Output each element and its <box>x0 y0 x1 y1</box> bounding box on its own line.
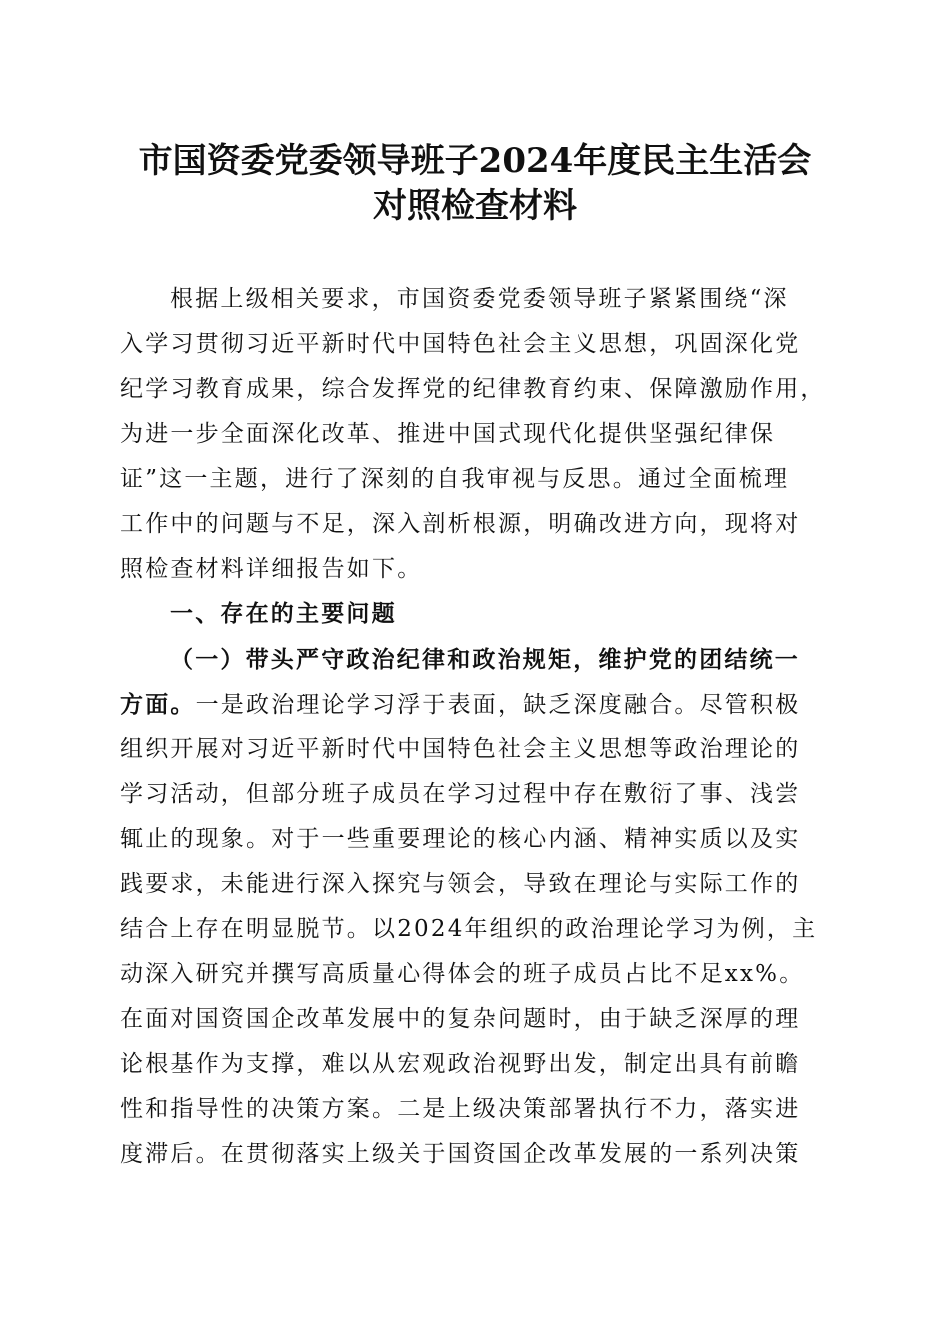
body-line: 辄止的现象。对于一些重要理论的核心内涵、精神实质以及实 <box>120 826 801 852</box>
document-title-line-2: 对照检查材料 <box>373 186 577 226</box>
document-title-line-1: 市国资委党委领导班子2024年度民主生活会 <box>138 141 812 181</box>
subsection-heading: （一）带头严守政治纪律和政治规矩，维护党的团结统一 <box>170 646 800 673</box>
body-line: 学习活动，但部分班子成员在学习过程中存在敷衍了事、浅尝 <box>120 781 801 807</box>
subsection-line <box>120 682 830 727</box>
section-heading: 一、存在的主要问题 <box>170 601 397 627</box>
body-line: 度滞后。在贯彻落实上级关于国资国企改革发展的一系列决策 <box>120 1141 801 1167</box>
intro-line: 入学习贯彻习近平新时代中国特色社会主义思想，巩固深化党 <box>120 331 801 357</box>
document-body <box>120 277 830 1177</box>
body-line: 性和指导性的决策方案。二是上级决策部署执行不力，落实进 <box>120 1096 801 1122</box>
body-line: 践要求，未能进行深入探究与领会，导致在理论与实际工作的 <box>120 871 801 897</box>
intro-line: 根据上级相关要求，市国资委党委领导班子紧紧围绕“深 <box>170 286 789 312</box>
subsection-heading-tail: 方面。 <box>120 691 196 718</box>
intro-line: 为进一步全面深化改革、推进中国式现代化提供坚强纪律保 <box>120 421 776 447</box>
body-line: 结合上存在明显脱节。以2024年组织的政治理论学习为例，主 <box>120 916 818 942</box>
body-line: 动深入研究并撰写高质量心得体会的班子成员占比不足xx%。 <box>120 961 805 987</box>
intro-line: 工作中的问题与不足，深入剖析根源，明确改进方向，现将对 <box>120 511 801 537</box>
intro-line: 照检查材料详细报告如下。 <box>120 556 423 582</box>
intro-line: 证”这一主题，进行了深刻的自我审视与反思。通过全面梳理 <box>120 466 790 492</box>
subsection-line-text: 一是政治理论学习浮于表面，缺乏深度融合。尽管积极 <box>195 692 801 718</box>
body-line: 组织开展对习近平新时代中国特色社会主义思想等政治理论的 <box>120 736 801 762</box>
body-line: 论根基作为支撑，难以从宏观政治视野出发，制定出具有前瞻 <box>120 1051 801 1077</box>
intro-line: 纪学习教育成果，综合发挥党的纪律教育约束、保障激励作用， <box>120 376 826 402</box>
body-line: 在面对国资国企改革发展中的复杂问题时，由于缺乏深厚的理 <box>120 1006 801 1032</box>
